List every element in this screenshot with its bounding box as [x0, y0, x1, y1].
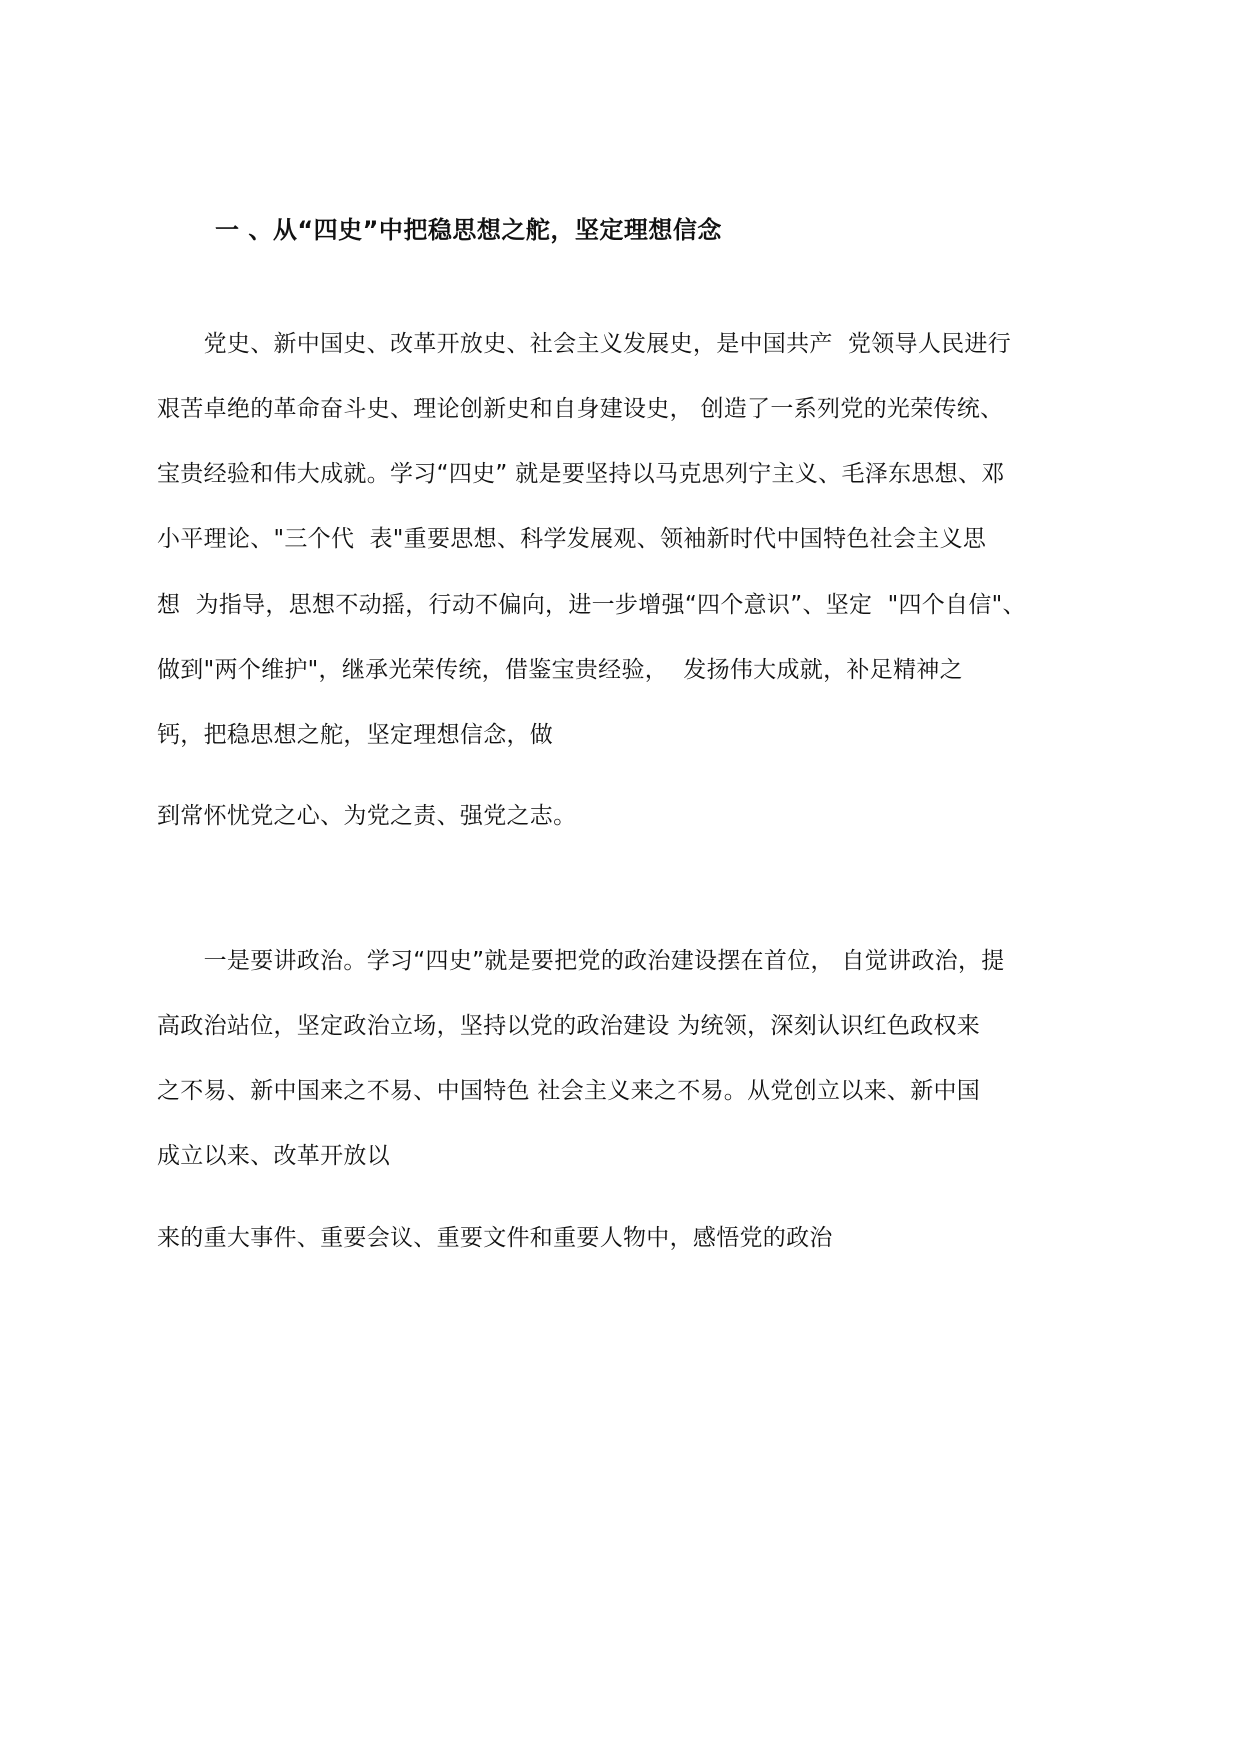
paragraph-line: 到常怀忧党之心、为党之责、强党之志。	[157, 803, 577, 829]
paragraph-line: 小平理论、"三个代 表"重要思想、科学发展观、领袖新时代中国特色社会主义思	[157, 526, 987, 552]
paragraph-line: 艰苦卓绝的革命奋斗史、理论创新史和自身建设史， 创造了一系列党的光荣传统、	[157, 396, 1004, 422]
section-heading: 一 、从“四史”中把稳思想之舵，坚定理想信念	[215, 216, 722, 244]
paragraph-line: 党史、新中国史、改革开放史、社会主义发展史，是中国共产 党领导人民进行	[157, 331, 1012, 357]
paragraph-line: 之不易、新中国来之不易、中国特色 社会主义来之不易。从党创立以来、新中国	[157, 1078, 981, 1104]
paragraph-line: 来的重大事件、重要会议、重要文件和重要人物中，感悟党的政治	[157, 1225, 833, 1251]
paragraph-line: 一是要讲政治。学习“四史”就是要把党的政治建设摆在首位， 自觉讲政治，提	[157, 948, 1005, 974]
paragraph-line: 做到"两个维护"，继承光荣传统，借鉴宝贵经验， 发扬伟大成就，补足精神之	[157, 657, 963, 683]
paragraph-line: 想 为指导，思想不动摇，行动不偏向，进一步增强“四个意识”、坚定 "四个自信"、	[157, 592, 1026, 618]
paragraph-line: 高政治站位，坚定政治立场，坚持以党的政治建设 为统领，深刻认识红色政权来	[157, 1013, 981, 1039]
paragraph-line: 钙，把稳思想之舵，坚定理想信念，做	[157, 722, 554, 748]
paragraph-line: 成立以来、改革开放以	[157, 1143, 390, 1169]
paragraph-line: 宝贵经验和伟大成就。学习“四史” 就是要坚持以马克思列宁主义、毛泽东思想、邓	[157, 461, 1005, 487]
